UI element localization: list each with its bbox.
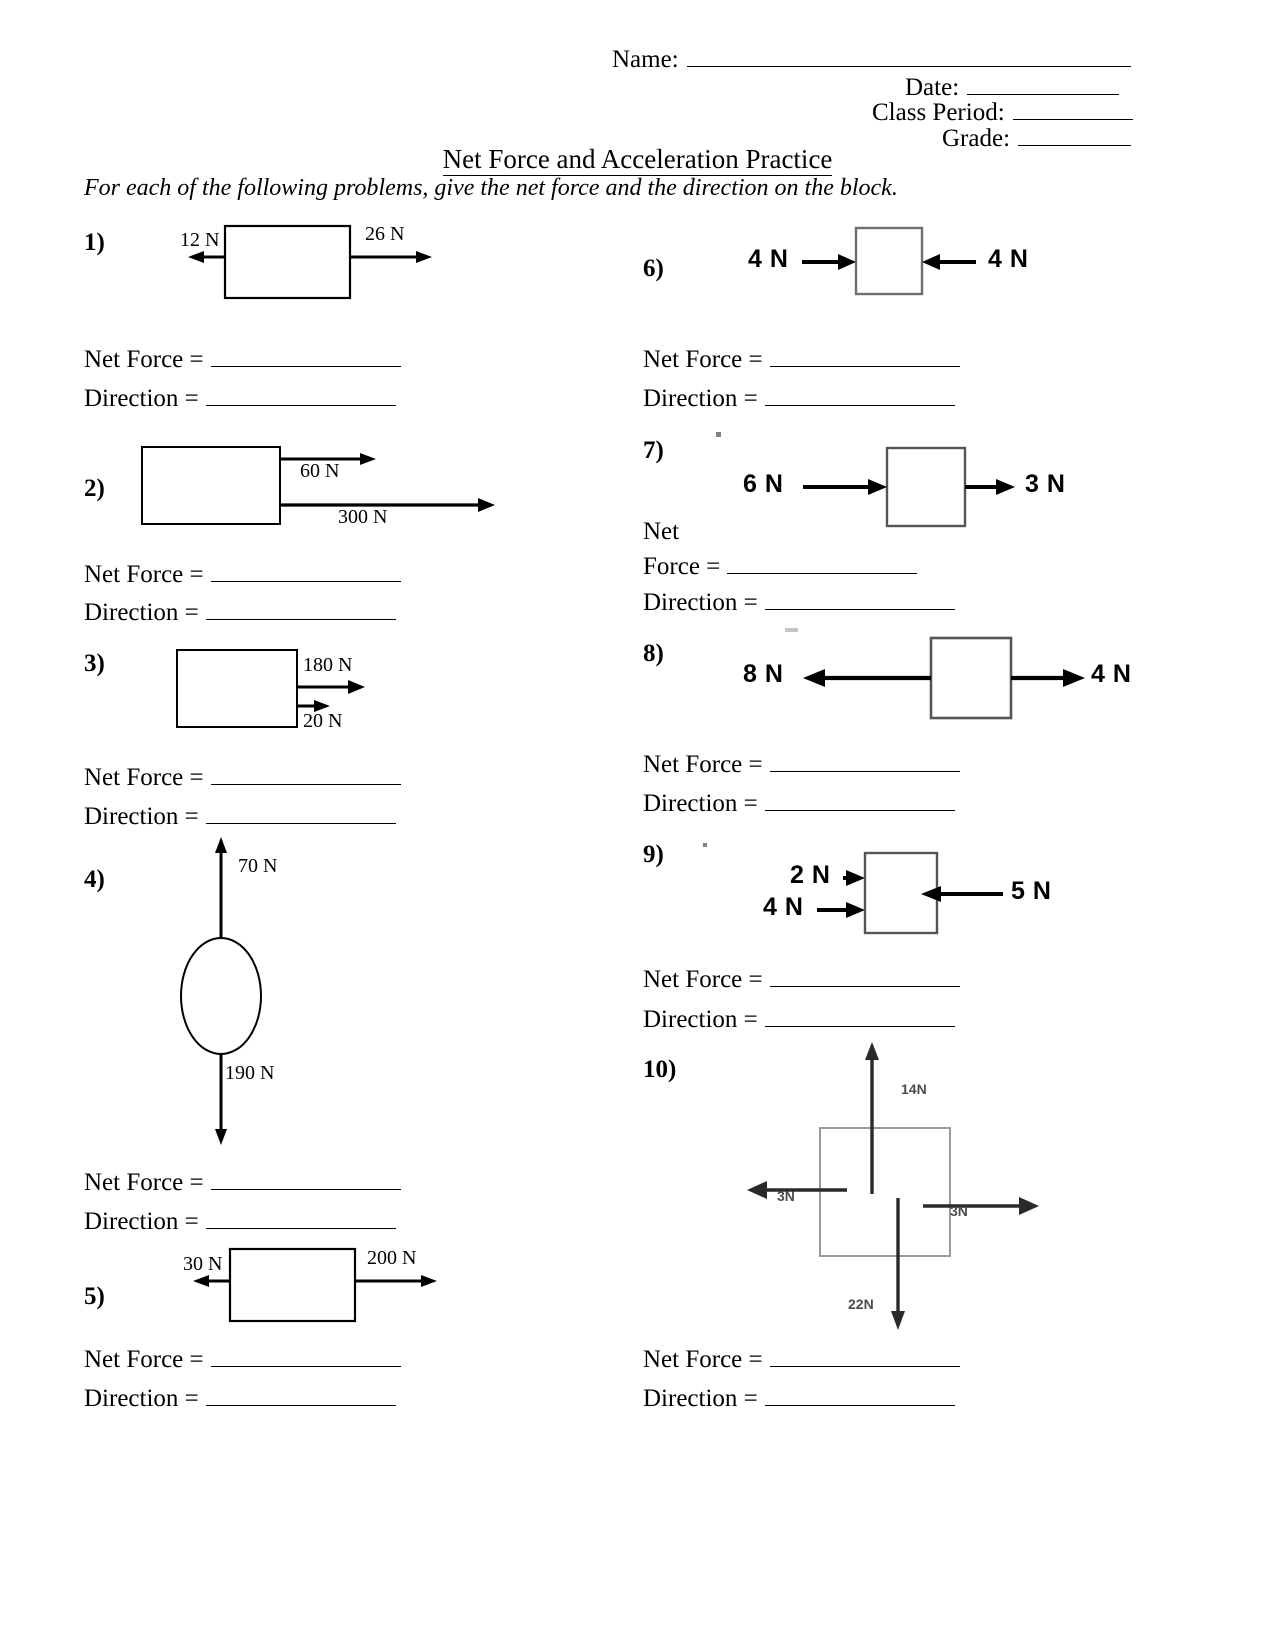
force-label-12n: 12 N bbox=[180, 229, 220, 251]
direction-label: Direction = bbox=[84, 1384, 199, 1412]
problem-2-diagram bbox=[140, 443, 520, 533]
net-force-label: Net Force = bbox=[84, 1345, 204, 1373]
force-label-8n: 8 N bbox=[743, 660, 784, 688]
problem-9-direction-row bbox=[643, 1000, 955, 1034]
problem-number-5: 5) bbox=[84, 1283, 105, 1310]
force-label-30n: 30 N bbox=[183, 1253, 223, 1275]
net-force-label: Net Force = bbox=[643, 965, 763, 993]
force-label-4n: 4 N bbox=[763, 893, 804, 921]
net-force-label: Net Force = bbox=[84, 763, 204, 791]
net-force-label-line1: Net bbox=[643, 518, 680, 545]
stray-mark bbox=[703, 843, 707, 847]
force-label-180n: 180 N bbox=[303, 654, 353, 676]
problem-5-diagram bbox=[185, 1245, 445, 1335]
force-arrow-3n-right bbox=[923, 1197, 1039, 1215]
problem-1-net-force-row bbox=[84, 340, 401, 374]
net-force-label-line2: Force = bbox=[643, 552, 721, 580]
block-ellipse bbox=[181, 938, 261, 1054]
direction-input[interactable] bbox=[765, 1000, 955, 1027]
problem-3-diagram bbox=[175, 648, 415, 738]
page-title bbox=[0, 144, 1275, 175]
block-square bbox=[931, 638, 1011, 718]
force-arrow-14n-up bbox=[865, 1042, 879, 1194]
net-force-input[interactable] bbox=[770, 340, 960, 367]
direction-label: Direction = bbox=[643, 789, 758, 817]
problem-number-9: 9) bbox=[643, 841, 664, 868]
force-arrow-4n-right bbox=[817, 902, 865, 918]
problem-6-diagram bbox=[740, 220, 1040, 315]
force-arrow-30n-left bbox=[193, 1275, 230, 1287]
net-force-label: Net Force = bbox=[84, 560, 204, 588]
force-arrow-4n-right bbox=[1011, 669, 1085, 687]
block-square bbox=[856, 228, 922, 294]
problem-number-1: 1) bbox=[84, 229, 105, 256]
direction-input[interactable] bbox=[765, 583, 955, 610]
block-rect bbox=[225, 226, 350, 298]
force-arrow-6n-right bbox=[803, 479, 887, 495]
direction-input[interactable] bbox=[206, 593, 396, 620]
force-label-2n: 2 N bbox=[790, 861, 831, 889]
net-force-input[interactable] bbox=[211, 1340, 401, 1367]
force-arrow-3n-right bbox=[965, 479, 1015, 495]
stray-mark bbox=[716, 432, 721, 437]
force-arrow-left bbox=[188, 251, 225, 263]
force-arrow-180n bbox=[297, 680, 365, 694]
problem-3-direction-row bbox=[84, 797, 396, 831]
problem-2-net-force-row bbox=[84, 555, 401, 589]
problem-3-net-force-row bbox=[84, 758, 401, 792]
force-label-200n: 200 N bbox=[367, 1247, 417, 1269]
grade-label: Grade: bbox=[942, 125, 1011, 153]
direction-input[interactable] bbox=[765, 379, 955, 406]
direction-input[interactable] bbox=[206, 379, 396, 406]
force-arrow-22n-down bbox=[891, 1198, 905, 1330]
force-arrow-right bbox=[350, 251, 432, 263]
net-force-input[interactable] bbox=[727, 547, 917, 574]
problem-number-10: 10) bbox=[643, 1056, 677, 1083]
page-title-text: Net Force and Acceleration Practice bbox=[442, 144, 833, 174]
problem-number-2: 2) bbox=[84, 475, 105, 502]
problem-4-direction-row bbox=[84, 1202, 396, 1236]
force-label-3n-left: 3N bbox=[777, 1188, 795, 1204]
problem-number-8: 8) bbox=[643, 640, 664, 667]
problem-8-direction-row bbox=[643, 784, 955, 818]
net-force-label: Net Force = bbox=[643, 345, 763, 373]
direction-label: Direction = bbox=[643, 1005, 758, 1033]
force-label-5n: 5 N bbox=[1011, 877, 1052, 905]
direction-input[interactable] bbox=[206, 1379, 396, 1406]
direction-label: Direction = bbox=[84, 1207, 199, 1235]
problem-7-direction-row bbox=[643, 583, 955, 617]
force-arrow-4n-left bbox=[922, 254, 976, 270]
net-force-input[interactable] bbox=[770, 1340, 960, 1367]
direction-input[interactable] bbox=[765, 1379, 955, 1406]
force-arrow-200n-right bbox=[355, 1275, 437, 1287]
net-force-input[interactable] bbox=[770, 745, 960, 772]
problem-4-net-force-row bbox=[84, 1163, 401, 1197]
force-arrow-70n-up bbox=[215, 837, 227, 938]
force-arrow-300n bbox=[280, 498, 495, 512]
direction-label: Direction = bbox=[643, 588, 758, 616]
net-force-label: Net Force = bbox=[643, 1345, 763, 1373]
net-force-label: Net Force = bbox=[84, 345, 204, 373]
problem-8-net-force-row bbox=[643, 745, 960, 779]
direction-label: Direction = bbox=[84, 384, 199, 412]
force-label-6n: 6 N bbox=[743, 470, 784, 498]
problem-2-direction-row bbox=[84, 593, 396, 627]
instructions-text: For each of the following problems, give the net force and the direction on the block. bbox=[84, 175, 898, 201]
problem-8-diagram bbox=[735, 632, 1132, 742]
force-label-60n: 60 N bbox=[300, 460, 340, 482]
force-label-4n-right-side: 4 N bbox=[988, 245, 1029, 273]
force-label-3n-right: 3N bbox=[950, 1203, 968, 1219]
net-force-input[interactable] bbox=[211, 1163, 401, 1190]
force-arrow-2n-right bbox=[843, 870, 865, 886]
problem-1-diagram bbox=[180, 222, 440, 312]
problem-5-direction-row bbox=[84, 1379, 396, 1413]
class-period-input[interactable] bbox=[1013, 93, 1133, 120]
problem-1-direction-row bbox=[84, 379, 396, 413]
direction-label: Direction = bbox=[643, 384, 758, 412]
direction-label: Direction = bbox=[643, 1384, 758, 1412]
net-force-input[interactable] bbox=[211, 758, 401, 785]
problem-7-net-force-row bbox=[643, 516, 917, 582]
date-input[interactable] bbox=[967, 68, 1119, 95]
name-label: Name: bbox=[612, 46, 679, 74]
force-arrow-8n-left bbox=[803, 669, 931, 687]
problem-number-4: 4) bbox=[84, 866, 105, 893]
force-label-22n: 22N bbox=[848, 1296, 874, 1312]
problem-9-diagram bbox=[745, 845, 1085, 955]
block-square bbox=[887, 448, 965, 526]
force-arrow-4n-right bbox=[802, 254, 856, 270]
net-force-input[interactable] bbox=[211, 555, 401, 582]
force-label-14n: 14N bbox=[901, 1081, 927, 1097]
force-arrow-3n-left bbox=[747, 1181, 847, 1199]
grade-input[interactable] bbox=[1018, 119, 1131, 146]
force-label-4n-left-side: 4 N bbox=[748, 245, 789, 273]
direction-input[interactable] bbox=[765, 784, 955, 811]
force-label-4n: 4 N bbox=[1091, 660, 1132, 688]
net-force-input[interactable] bbox=[770, 960, 960, 987]
net-force-label: Net Force = bbox=[643, 750, 763, 778]
problem-9-net-force-row bbox=[643, 960, 960, 994]
problem-10-diagram bbox=[735, 1038, 1055, 1338]
force-label-70n: 70 N bbox=[238, 855, 278, 877]
direction-label: Direction = bbox=[84, 802, 199, 830]
problem-number-3: 3) bbox=[84, 650, 105, 677]
force-label-3n: 3 N bbox=[1025, 470, 1066, 498]
problem-10-net-force-row bbox=[643, 1340, 960, 1374]
problem-6-net-force-row bbox=[643, 340, 960, 374]
block-square bbox=[820, 1128, 950, 1256]
force-label-190n: 190 N bbox=[225, 1062, 275, 1084]
force-label-26n: 26 N bbox=[365, 223, 405, 245]
net-force-input[interactable] bbox=[211, 340, 401, 367]
direction-input[interactable] bbox=[206, 797, 396, 824]
problem-10-direction-row bbox=[643, 1379, 955, 1413]
problem-5-net-force-row bbox=[84, 1340, 401, 1374]
name-input[interactable] bbox=[687, 40, 1131, 67]
force-label-300n: 300 N bbox=[338, 506, 388, 528]
problem-6-direction-row bbox=[643, 379, 955, 413]
force-label-20n: 20 N bbox=[303, 710, 343, 732]
date-label: Date: bbox=[905, 74, 960, 102]
problem-4-diagram bbox=[170, 833, 350, 1153]
direction-input[interactable] bbox=[206, 1202, 396, 1229]
problem-number-7: 7) bbox=[643, 437, 664, 464]
class-period-label: Class Period: bbox=[872, 99, 1005, 127]
direction-label: Direction = bbox=[84, 598, 199, 626]
problem-number-6: 6) bbox=[643, 255, 664, 282]
net-force-label: Net Force = bbox=[84, 1168, 204, 1196]
